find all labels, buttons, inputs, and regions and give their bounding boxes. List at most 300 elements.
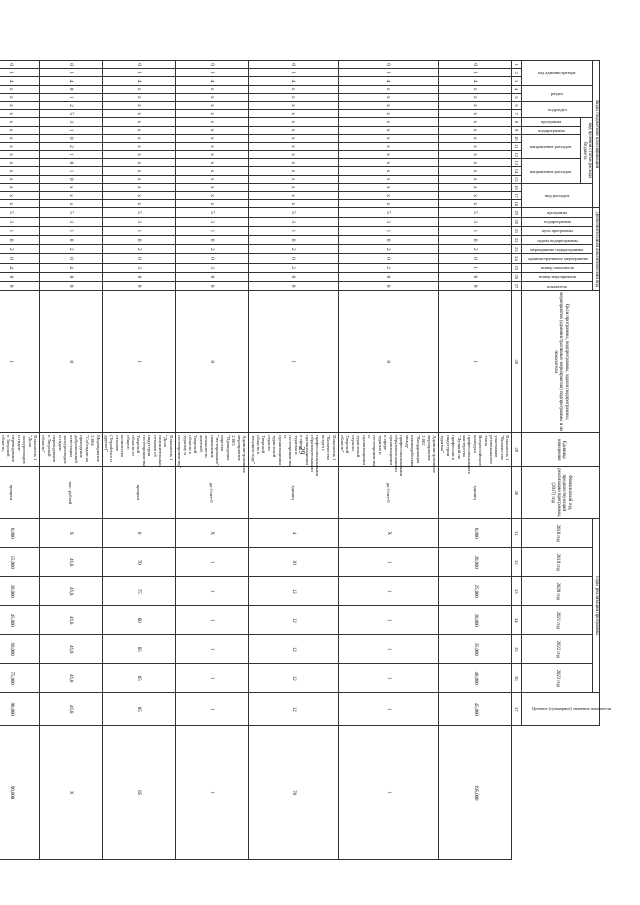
- indicator-name: Показатель 1 "Количество встреч с профессиональными образовательными организациями в сфере туризма и гостеприимства и организациями туристской отрасли Тверской области в текущем году": [249, 433, 339, 467]
- code-digit: х: [0, 183, 40, 191]
- unit-cell: да-1/нет-0: [338, 467, 438, 519]
- column-number: 15: [512, 175, 522, 183]
- code-digit: х: [40, 183, 102, 191]
- code-digit: 1: [102, 291, 175, 433]
- code-digit: х: [102, 167, 175, 175]
- code-digit: х: [338, 93, 438, 101]
- code-digit: х: [249, 183, 339, 191]
- code-digit: х: [175, 93, 248, 101]
- table-row: [0, 61, 40, 860]
- column-number: 6: [512, 101, 522, 109]
- column-number: 4: [512, 85, 522, 93]
- code-digit: х: [102, 101, 175, 109]
- code-digit: х: [438, 93, 511, 101]
- code-digit: х: [102, 110, 175, 118]
- code-digit: х: [175, 126, 248, 134]
- column-number: 28: [512, 291, 522, 433]
- code-digit: 0: [0, 236, 40, 245]
- code-digit: х: [175, 192, 248, 200]
- year-2018-header: 2018 год: [522, 519, 593, 548]
- indicator-name: Мероприятие 2.004 "Субсидии на проведение добровольной аттестации экскурсоводов и гидов-переводчиков в Тверской области": [40, 433, 102, 467]
- code-digit: 4: [438, 77, 511, 85]
- code-digit: 5: [175, 208, 248, 217]
- table-row: [338, 61, 438, 860]
- code-digit: 1: [438, 226, 511, 235]
- code-digit: 2: [338, 245, 438, 254]
- code-digit: 2: [40, 245, 102, 254]
- code-digit: 4: [0, 77, 40, 85]
- code-digit: 3: [438, 217, 511, 226]
- code-digit: х: [338, 101, 438, 109]
- additional-code-header: Дополнительный аналитический код: [593, 208, 600, 291]
- unit-cell: процент: [0, 467, 40, 519]
- code-digit: х: [438, 151, 511, 159]
- fin-year-value: 0,000: [438, 519, 511, 548]
- code-digit: 5: [338, 208, 438, 217]
- fin-year-value: Х: [175, 519, 248, 548]
- code-digit: х: [249, 85, 339, 93]
- table-row: [438, 61, 511, 860]
- goal-header: Цели программы, подпрограммы, задачи подпрограммы, мероприятия (административные мероприятия) подпрограммы и их показатели: [522, 291, 600, 433]
- code-digit: х: [102, 142, 175, 150]
- add-col-8: показатель: [522, 281, 593, 290]
- column-number: 19: [512, 208, 522, 217]
- column-number: 17: [512, 192, 522, 200]
- code-digit: 5: [249, 208, 339, 217]
- add-col-7: номер мероприятия: [522, 272, 593, 281]
- code-digit: 0: [40, 291, 102, 433]
- table-row: [249, 61, 339, 860]
- code-digit: 1: [175, 226, 248, 235]
- column-number: 11: [512, 142, 522, 150]
- year-value: 1: [175, 635, 248, 664]
- table-row: [40, 61, 102, 860]
- code-digit: 2: [249, 263, 339, 272]
- year-value: 30,000: [0, 577, 40, 606]
- add-col-3: задача подпрограммы: [522, 236, 593, 245]
- code-digit: х: [175, 167, 248, 175]
- code-digit: х: [249, 159, 339, 167]
- code-digit: 0: [40, 254, 102, 263]
- column-number: 24: [512, 254, 522, 263]
- column-number: 7: [512, 110, 522, 118]
- code-digit: 0: [175, 61, 248, 69]
- code-digit: 1: [102, 226, 175, 235]
- add-col-0: программа: [522, 208, 593, 217]
- code-digit: х: [249, 142, 339, 150]
- indicator-name: Показатель 1 "Количество участников регионального этапа Всероссийского конкурса профессионального мастерства "Лучший по профессии в индустрии туризма": [438, 433, 511, 467]
- fin-year-value: 0: [102, 519, 175, 548]
- unit-cell: процент: [102, 467, 175, 519]
- code-digit: х: [102, 134, 175, 142]
- column-number: 12: [512, 151, 522, 159]
- year-value: 1: [175, 664, 248, 693]
- year-value: 12: [249, 606, 339, 635]
- code-digit: х: [0, 101, 40, 109]
- column-number: 37: [512, 693, 522, 726]
- year-value: 46,8: [40, 548, 102, 577]
- expense-type-header: вид расходов: [522, 183, 593, 208]
- column-number: 32: [512, 548, 522, 577]
- code-digit: х: [249, 118, 339, 126]
- code-digit: х: [438, 142, 511, 150]
- code-digit: 5: [102, 208, 175, 217]
- column-number: 23: [512, 245, 522, 254]
- code-digit: х: [249, 101, 339, 109]
- add-col-6: номер показателя: [522, 263, 593, 272]
- code-digit: х: [102, 192, 175, 200]
- code-digit: х: [438, 183, 511, 191]
- year-value: 1: [338, 635, 438, 664]
- code-digit: 2: [40, 142, 102, 150]
- code-digit: 0: [0, 61, 40, 69]
- program-indicators-table: [0, 60, 611, 860]
- code-digit: х: [249, 192, 339, 200]
- fin-year-header: Финансовый год, предшествующий реализации программы, (2017) год: [522, 467, 600, 519]
- code-digit: 1: [0, 291, 40, 433]
- code-digit: х: [0, 85, 40, 93]
- code-digit: х: [0, 192, 40, 200]
- code-digit: 4: [175, 77, 248, 85]
- add-col-4: мероприятие подпрограммы: [522, 245, 593, 254]
- code-digit: 3: [175, 217, 248, 226]
- code-digit: 0: [102, 61, 175, 69]
- fin-year-value: 0,000: [0, 519, 40, 548]
- target-value: 70: [249, 726, 339, 860]
- code-digit: х: [102, 126, 175, 134]
- direction-detail-header: направление расходов: [522, 159, 581, 184]
- code-digit: х: [102, 159, 175, 167]
- code-digit: х: [175, 101, 248, 109]
- column-number: 3: [512, 77, 522, 85]
- code-digit: 0: [249, 281, 339, 290]
- code-digit: х: [338, 118, 438, 126]
- add-col-5: административное мероприятие: [522, 254, 593, 263]
- subprogram-code-header: подпрограмма: [522, 126, 581, 134]
- code-digit: х: [338, 151, 438, 159]
- code-digit: х: [175, 134, 248, 142]
- code-digit: 1: [40, 226, 102, 235]
- code-digit: х: [338, 142, 438, 150]
- column-number: 21: [512, 226, 522, 235]
- code-digit: х: [438, 167, 511, 175]
- code-digit: 0: [40, 134, 102, 142]
- column-number: 36: [512, 664, 522, 693]
- year-value: 10: [249, 548, 339, 577]
- target-value: 1: [175, 726, 248, 860]
- code-digit: х: [438, 118, 511, 126]
- code-digit: х: [338, 167, 438, 175]
- indicator-name: Показатель 1 "Доля экскурсоводов и гидов-переводчиков в Тверской области,: [0, 433, 40, 467]
- code-digit: 4: [102, 77, 175, 85]
- code-digit: 0: [102, 236, 175, 245]
- section-header: раздел: [522, 85, 593, 101]
- year-value: 1: [338, 664, 438, 693]
- year-value: 20,000: [438, 548, 511, 577]
- code-digit: 1: [249, 291, 339, 433]
- code-digit: 1: [40, 151, 102, 159]
- code-digit: х: [249, 167, 339, 175]
- code-digit: 0: [40, 159, 102, 167]
- year-value: 1: [175, 548, 248, 577]
- year-2021-header: 2021 год: [522, 606, 593, 635]
- code-digit: 1: [249, 226, 339, 235]
- year-value: 46,8: [40, 577, 102, 606]
- admin-code-header: код администратора: [522, 61, 593, 86]
- code-digit: 0: [102, 272, 175, 281]
- column-number: 31: [512, 519, 522, 548]
- year-value: 85: [102, 635, 175, 664]
- target-value: 1: [338, 726, 438, 860]
- unit-cell: тыс. рублей: [40, 467, 102, 519]
- code-digit: 4: [40, 263, 102, 272]
- code-digit: 2: [438, 245, 511, 254]
- year-value: 70: [102, 548, 175, 577]
- code-digit: х: [0, 151, 40, 159]
- column-number: 5: [512, 93, 522, 101]
- code-digit: 2: [0, 245, 40, 254]
- code-digit: 5: [0, 208, 40, 217]
- rotated-page: [0, 60, 611, 860]
- code-digit: 0: [438, 281, 511, 290]
- year-value: 85: [102, 693, 175, 726]
- code-digit: 1: [175, 69, 248, 77]
- column-number: 35: [512, 635, 522, 664]
- code-digit: 2: [40, 101, 102, 109]
- code-digit: 0: [102, 281, 175, 290]
- code-digit: 3: [338, 217, 438, 226]
- code-digit: 0: [338, 61, 438, 69]
- code-digit: х: [249, 93, 339, 101]
- add-col-2: цель программы: [522, 226, 593, 235]
- code-digit: 3: [249, 217, 339, 226]
- year-value: 12: [249, 693, 339, 726]
- indicator-name: Административное мероприятие 2.002 "Координация взаимодействия между профессиональными образовательными организациями в сфере туризма и гостеприимства и организациями туристской отрасли Тверской области": [338, 433, 438, 467]
- code-digit: х: [102, 151, 175, 159]
- code-digit: 1: [338, 226, 438, 235]
- code-digit: х: [338, 192, 438, 200]
- year-value: 1: [338, 548, 438, 577]
- code-digit: 1: [438, 263, 511, 272]
- code-digit: 3: [40, 118, 102, 126]
- code-digit: 5: [438, 208, 511, 217]
- code-digit: х: [438, 175, 511, 183]
- code-digit: 0: [175, 272, 248, 281]
- code-digit: х: [0, 110, 40, 118]
- code-digit: х: [438, 159, 511, 167]
- code-digit: 0: [40, 281, 102, 290]
- column-number: 33: [512, 577, 522, 606]
- code-digit: х: [249, 126, 339, 134]
- column-number: 16: [512, 183, 522, 191]
- column-number: 13: [512, 159, 522, 167]
- code-digit: 1: [438, 69, 511, 77]
- code-digit: 5: [40, 208, 102, 217]
- table-row: [175, 61, 248, 860]
- code-digit: х: [175, 118, 248, 126]
- unit-cell: да-1/нет-0: [175, 467, 248, 519]
- code-digit: 1: [40, 69, 102, 77]
- unit-cell: единиц: [438, 467, 511, 519]
- subsection-header: подраздел: [522, 101, 593, 117]
- code-digit: х: [438, 134, 511, 142]
- code-digit: 0: [338, 291, 438, 433]
- unit-header: Единица измерения: [522, 433, 600, 467]
- target-value: 195,000: [438, 726, 511, 860]
- code-digit: 3: [102, 217, 175, 226]
- year-value: 45,000: [0, 606, 40, 635]
- code-digit: 3: [175, 263, 248, 272]
- column-number: 8: [512, 118, 522, 126]
- code-digit: 0: [338, 272, 438, 281]
- code-digit: х: [175, 183, 248, 191]
- code-digit: х: [102, 183, 175, 191]
- column-number: 34: [512, 606, 522, 635]
- target-value: Х: [40, 726, 102, 860]
- code-digit: х: [338, 175, 438, 183]
- program-code-header: программа: [522, 118, 581, 126]
- year-value: 1: [338, 606, 438, 635]
- table-row: [102, 61, 175, 860]
- code-digit: х: [438, 200, 511, 208]
- code-digit: х: [175, 159, 248, 167]
- code-digit: х: [338, 159, 438, 167]
- code-digit: 0: [438, 61, 511, 69]
- year-value: 40,000: [438, 664, 511, 693]
- code-digit: х: [102, 200, 175, 208]
- code-digit: х: [175, 142, 248, 150]
- column-number: 29: [512, 433, 522, 467]
- code-digit: х: [40, 200, 102, 208]
- fin-year-value: 4: [249, 519, 339, 548]
- target-value: 90,000: [0, 726, 40, 860]
- code-digit: х: [249, 200, 339, 208]
- year-value: 90,000: [0, 693, 40, 726]
- code-digit: х: [175, 85, 248, 93]
- code-digit: 0: [0, 254, 40, 263]
- year-2020-header: 2020 год: [522, 577, 593, 606]
- code-digit: 1: [102, 69, 175, 77]
- page-number: 29: [297, 446, 307, 455]
- year-value: 12: [249, 664, 339, 693]
- year-value: 25,000: [438, 577, 511, 606]
- code-digit: 2: [102, 245, 175, 254]
- column-number: 25: [512, 263, 522, 272]
- year-value: 12: [249, 635, 339, 664]
- code-digit: 4: [40, 77, 102, 85]
- unit-cell: единиц: [249, 467, 339, 519]
- code-digit: 4: [249, 77, 339, 85]
- code-digit: 0: [40, 175, 102, 183]
- code-digit: х: [438, 126, 511, 134]
- code-digit: х: [0, 200, 40, 208]
- code-digit: 0: [249, 236, 339, 245]
- year-2022-header: 2022 год: [522, 635, 593, 664]
- code-digit: 0: [40, 236, 102, 245]
- column-number: 18: [512, 200, 522, 208]
- column-number: 30: [512, 467, 522, 519]
- column-number: 22: [512, 236, 522, 245]
- code-digit: 6: [438, 272, 511, 281]
- column-number: 14: [512, 167, 522, 175]
- year-value: 75: [102, 577, 175, 606]
- code-digit: 0: [40, 85, 102, 93]
- code-digit: 1: [0, 69, 40, 77]
- code-digit: 0: [102, 254, 175, 263]
- code-digit: 0: [338, 281, 438, 290]
- code-digit: 0: [0, 281, 40, 290]
- code-digit: 0: [338, 236, 438, 245]
- code-digit: х: [438, 110, 511, 118]
- code-digit: 4: [338, 77, 438, 85]
- year-value: 1: [175, 577, 248, 606]
- code-digit: 0: [175, 281, 248, 290]
- year-value: 85: [102, 664, 175, 693]
- direction-header: направление расходов: [522, 134, 581, 159]
- code-digit: х: [249, 134, 339, 142]
- code-digit: х: [175, 151, 248, 159]
- code-digit: х: [175, 110, 248, 118]
- target-value: 85: [102, 726, 175, 860]
- code-digit: 2: [249, 245, 339, 254]
- year-value: 46,8: [40, 606, 102, 635]
- year-value: 1: [338, 577, 438, 606]
- code-digit: х: [438, 85, 511, 93]
- column-number: 27: [512, 281, 522, 290]
- code-digit: 0: [0, 272, 40, 281]
- code-digit: х: [438, 101, 511, 109]
- code-digit: 0: [438, 254, 511, 263]
- code-digit: х: [338, 134, 438, 142]
- column-number: 1: [512, 61, 522, 69]
- year-2023-header: 2023 год: [522, 664, 593, 693]
- code-digit: 3: [40, 217, 102, 226]
- code-digit: х: [438, 192, 511, 200]
- column-number: 20: [512, 217, 522, 226]
- code-digit: х: [0, 159, 40, 167]
- indicator-name: Административное мероприятие 2.003 "Проведение опросов "тестирования", повышение лояльности жителей Тверской области к туризму и гостеприимству": [175, 433, 248, 467]
- year-value: 45,000: [438, 693, 511, 726]
- code-digit: х: [338, 183, 438, 191]
- year-value: 1: [338, 693, 438, 726]
- code-digit: 1: [40, 93, 102, 101]
- code-digit: х: [338, 200, 438, 208]
- fin-year-value: Х: [338, 519, 438, 548]
- code-digit: 2: [175, 245, 248, 254]
- code-digit: 0: [249, 61, 339, 69]
- year-value: 1: [175, 606, 248, 635]
- indicator-name: Показатель 1 "Доля положительных отзывов об индустрии гостеприимства Тверской области от общего количества отзывов (Tripadvisor и другие)": [102, 433, 175, 467]
- code-digit: 0: [338, 254, 438, 263]
- code-digit: 2: [338, 263, 438, 272]
- code-digit: х: [0, 134, 40, 142]
- code-digit: х: [0, 175, 40, 183]
- code-digit: 1: [0, 226, 40, 235]
- code-digit: 0: [175, 236, 248, 245]
- code-digit: х: [175, 175, 248, 183]
- year-value: 1: [175, 693, 248, 726]
- code-digit: х: [0, 142, 40, 150]
- code-digit: 1: [40, 167, 102, 175]
- code-digit: х: [0, 167, 40, 175]
- code-digit: х: [0, 93, 40, 101]
- add-col-1: подпрограмма: [522, 217, 593, 226]
- target-header: Целевое (суммарное) значение показателя: [522, 693, 600, 726]
- year-value: 30,000: [438, 606, 511, 635]
- fin-year-value: Х: [40, 519, 102, 548]
- code-digit: 0: [175, 291, 248, 433]
- code-digit: 0: [40, 61, 102, 69]
